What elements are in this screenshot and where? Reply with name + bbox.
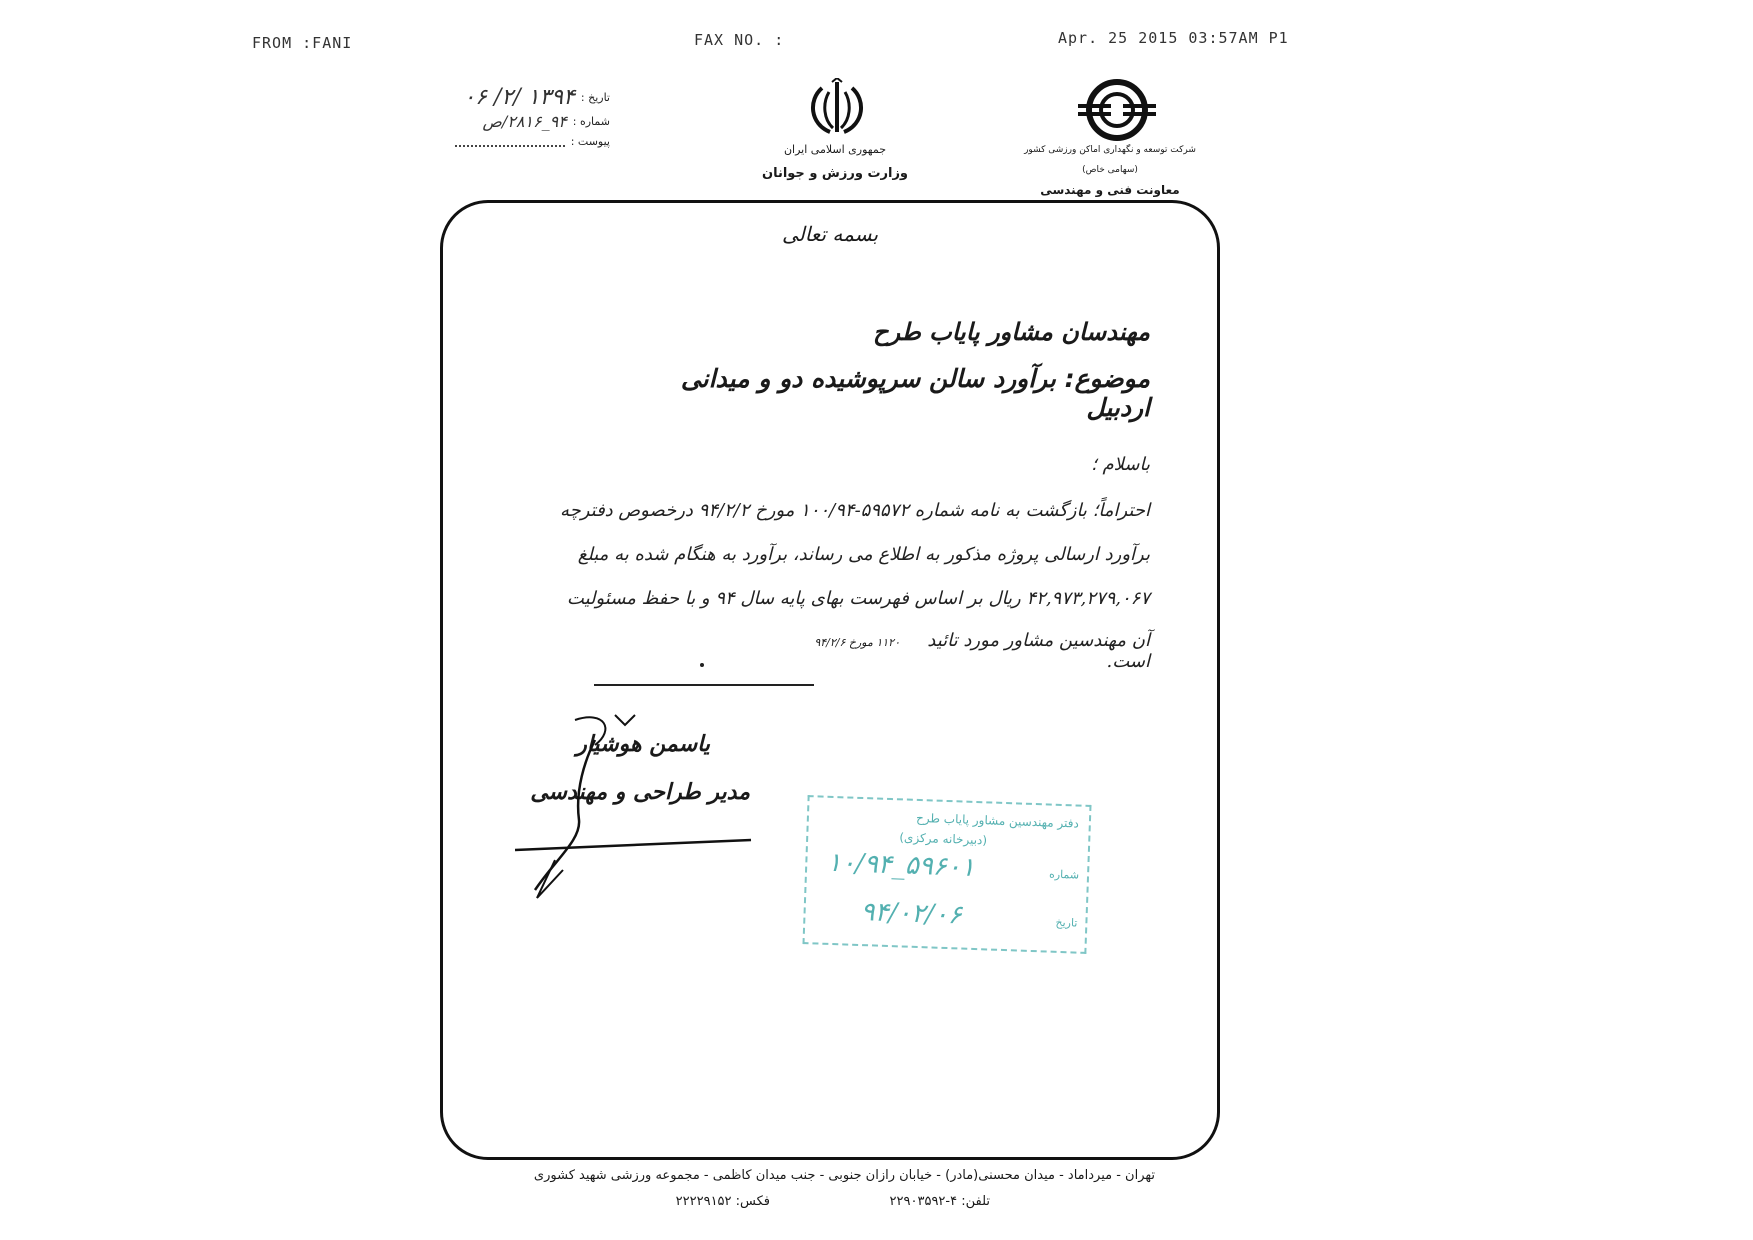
stamp-line-2: (دبیرخانه مرکزی) [899,830,988,848]
date-label: تاریخ : [580,91,610,104]
stamp-line-1: دفتر مهندسین مشاور پایاب طرح [915,810,1080,831]
country-name: جمهوری اسلامی ایران [783,143,887,156]
annotation: ۱۱۲۰ مورخ ۹۴/۲/۶ [814,636,900,649]
stamp-date-label: تاریخ [1055,915,1078,930]
ministry-name: وزارت ورزش و جوانان [761,166,909,181]
stamp-date-value: ۹۴/۰۲/۰۶ [860,897,963,931]
company-type: (سهامی خاص) [1082,165,1138,175]
body-line-2: برآورد ارسالی پروژه مذکور به اطلاع می رساند، برآورد به هنگام شده به مبلغ [577,544,1150,565]
fax-number: FAX NO. : [694,31,785,49]
subject: موضوع: برآورد سالن سرپوشیده دو و میدانی اردبیل [680,364,1150,422]
letter-meta [410,85,610,148]
signature-line-top [594,684,814,686]
footer-fax: فکس: ۲۲۲۲۹۱۵۲ [675,1194,770,1209]
receipt-stamp [802,795,1091,954]
invocation: بسمه تعالی [781,222,879,246]
department-name: معاونت فنی و مهندسی [1040,183,1180,197]
date-value: ۱۳۹۴ /۲/ ۰۶ [463,85,575,110]
company-logo-icon [1072,78,1162,142]
signer-title: مدیر طراحی و مهندسی [530,780,750,805]
addressee: مهندسان مشاور پایاب طرح [872,318,1150,346]
iran-emblem-icon [802,78,872,138]
company-name: شرکت توسعه و نگهداری اماکن ورزشی کشور [1024,145,1196,155]
fax-from: FROM :FANI [252,34,353,52]
ink-dot [700,663,704,667]
attachment-label: پیوست : [570,135,610,148]
footer-address: تهران - میرداماد - میدان محسنی(مادر) - خیابان رازان جنوبی - جنب میدان کاظمی - مجموعه ورزشی شهید کشوری [533,1168,1155,1183]
handwritten-signature [515,700,755,900]
number-label: شماره : [572,115,610,128]
stamp-number-label: شماره [1048,867,1080,882]
greeting: باسلام ؛ [1091,454,1150,475]
body-line-4: آن مهندسین مشاور مورد تائید است. [927,630,1150,672]
fax-datetime: Apr. 25 2015 03:57AM P1 [1058,29,1289,47]
stamp-number-value: ۱۰/۹۴_۵۹۶۰۱ [826,847,976,883]
body-line-3: ۴۲,۹۷۳,۲۷۹,۰۶۷ ریال بر اساس فهرست بهای پایه سال ۹۴ و با حفظ مسئولیت [566,588,1150,609]
number-value: ۹۴_۲۸۱۶/ص [482,112,567,131]
signer-name: یاسمن هوشیار [576,732,710,757]
body-line-1: احتراماً؛ بازگشت به نامه شماره ۵۹۵۷۲-۱۰۰/۹۴ مورخ ۹۴/۲/۲ درخصوص دفترچه [559,500,1150,521]
attachment-dots [455,137,565,147]
footer-phone: تلفن: ۴-۲۲۹۰۳۵۹۲ [889,1194,990,1209]
